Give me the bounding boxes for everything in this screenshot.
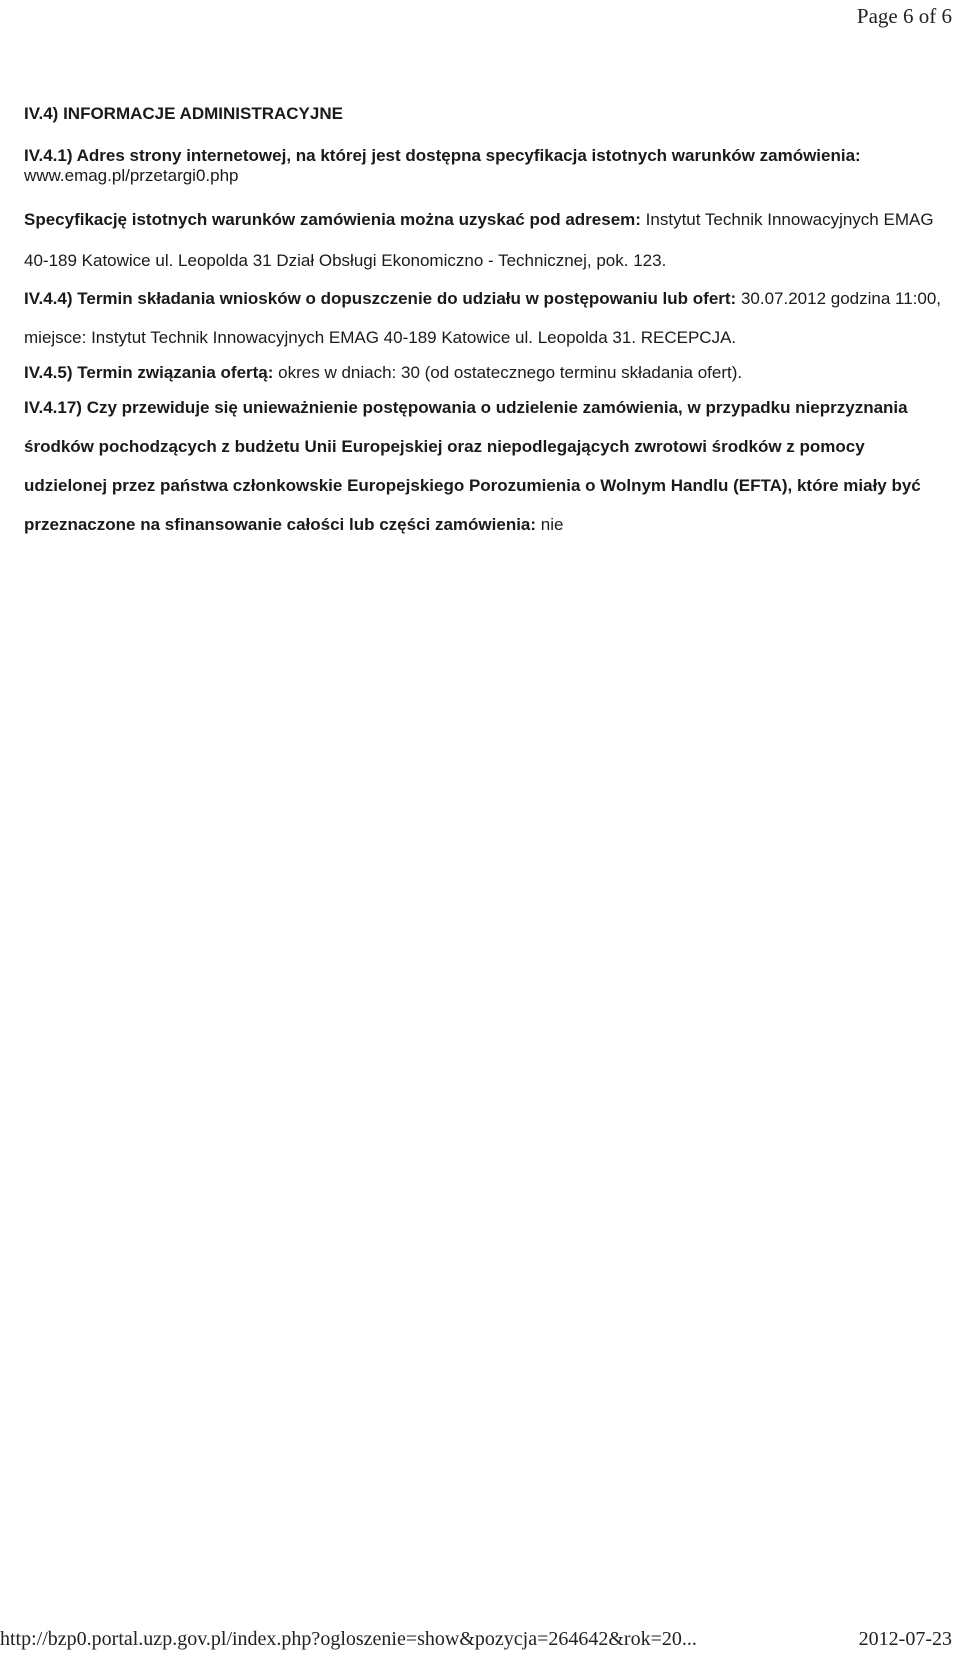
offer-binding-value: okres w dniach: 30 (od ostatecznego terminu składania ofert). bbox=[278, 363, 743, 382]
specification-pickup-value: Instytut Technik Innowacyjnych EMAG 40-189 Katowice ul. Leopolda 31 Dział Obsługi Ekonomiczno - Technicznej, pok. 123. bbox=[24, 210, 934, 270]
eu-funding-cancellation-label: IV.4.17) Czy przewiduje się unieważnienie postępowania o udzielenie zamówienia, w przypadku nieprzyznania środków pochodzących z budżetu Unii Europejskiej oraz niepodlegających zwrotowi środków z pomocy udzielonej przez państwa członkowskie Europejskiego Porozumienia o Wolnym Handlu (EFTA), które miały być przeznaczone na sfinansowanie całości lub części zamówienia: bbox=[24, 398, 921, 534]
eu-funding-cancellation-item bbox=[24, 388, 949, 544]
footer-date: 2012-07-23 bbox=[858, 1628, 952, 1650]
submission-deadline-value: 30.07.2012 godzina 11:00, miejsce: Instytut Technik Innowacyjnych EMAG 40-189 Katowice ul. Leopolda 31. RECEPCJA. bbox=[24, 289, 942, 347]
document-body bbox=[24, 104, 949, 540]
specification-pickup-label: Specyfikację istotnych warunków zamówienia można uzyskać pod adresem: bbox=[24, 210, 641, 229]
section-heading: IV.4) INFORMACJE ADMINISTRACYJNE bbox=[24, 104, 343, 123]
submission-deadline-item bbox=[24, 279, 949, 357]
submission-deadline-label: IV.4.4) Termin składania wniosków o dopuszczenie do udziału w postępowaniu lub ofert: bbox=[24, 289, 737, 308]
page-number: Page 6 of 6 bbox=[856, 4, 952, 28]
offer-binding-label: IV.4.5) Termin związania ofertą: bbox=[24, 363, 274, 382]
website-address-label: IV.4.1) Adres strony internetowej, na której jest dostępna specyfikacja istotnych warunków zamówienia: bbox=[24, 146, 861, 165]
website-address-value: www.emag.pl/przetargi0.php bbox=[24, 166, 239, 185]
specification-pickup-item bbox=[24, 199, 949, 281]
website-address-item bbox=[24, 146, 949, 186]
offer-binding-item bbox=[24, 353, 949, 392]
footer-url: http://bzp0.portal.uzp.gov.pl/index.php?ogloszenie=show&pozycja=264642&rok=20... bbox=[0, 1628, 697, 1650]
eu-funding-cancellation-value: nie bbox=[540, 515, 564, 534]
